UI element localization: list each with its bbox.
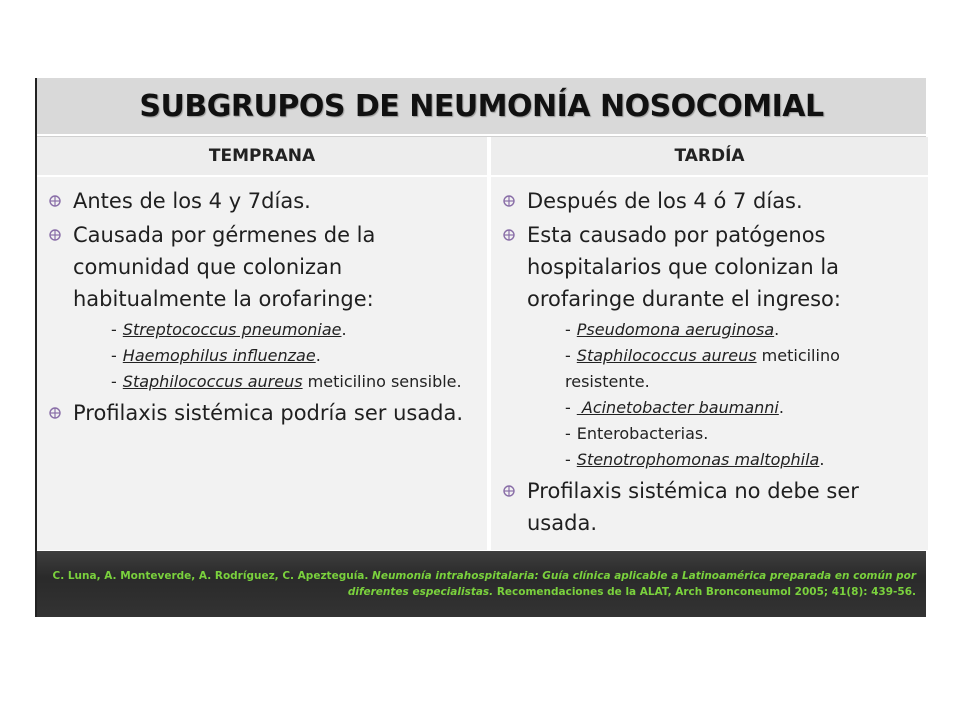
circle-cross-icon <box>49 407 67 419</box>
dash-marker: - <box>565 320 571 339</box>
bullet-item <box>503 219 922 315</box>
circle-cross-icon <box>503 195 521 207</box>
bullet-label: Antes de los 4 y 7días. <box>73 189 311 213</box>
organism-item <box>565 395 922 421</box>
bullet-text <box>73 219 481 315</box>
citation <box>37 568 926 600</box>
organism-suffix: . <box>778 398 784 417</box>
citation-title: Neumonía intrahospitalaria: Guía clínica aplicable a Latinoamérica preparada en común por diferentes especialistas. <box>347 570 916 598</box>
bullet-label: Esta causado por patógenos hospitalarios que colonizan la orofaringe durante el ingreso: <box>527 223 841 311</box>
column-header: TARDÍA <box>491 137 928 177</box>
organism-item <box>565 317 922 343</box>
bullet-text <box>527 185 922 217</box>
bullet-text <box>73 185 481 217</box>
organism-item <box>565 447 922 473</box>
organism-suffix: . <box>341 320 347 339</box>
bullet-item <box>49 185 481 217</box>
bullet-item <box>503 185 922 217</box>
bullet-label: Profilaxis sistémica podría ser usada. <box>73 401 464 425</box>
organism-item <box>111 317 481 343</box>
organism-item <box>111 343 481 369</box>
bullet-text <box>527 219 922 315</box>
bullet-label: Causada por gérmenes de la comunidad que colonizan habitualmente la orofaringe: <box>73 223 376 311</box>
organism-item <box>565 343 922 395</box>
dash-marker: - <box>565 346 571 365</box>
organism-name: Staphilococcus aureus <box>122 372 303 391</box>
column-body <box>491 177 928 539</box>
organism-item <box>111 369 481 395</box>
slide <box>35 78 926 617</box>
column-tardia <box>491 137 928 550</box>
bullet-item <box>49 397 481 429</box>
dash-marker: - <box>565 424 571 443</box>
organism-item <box>565 421 922 447</box>
column-temprana <box>37 137 489 550</box>
organism-suffix: Enterobacterias. <box>576 424 709 443</box>
organism-list <box>111 317 481 395</box>
citation-authors: C. Luna, A. Monteverde, A. Rodríguez, C. Apezteguía. <box>52 570 369 582</box>
column-header: TEMPRANA <box>37 137 487 177</box>
bullet-item <box>503 475 922 539</box>
dash-marker: - <box>565 398 571 417</box>
organism-list <box>565 317 922 473</box>
bullet-label: Después de los 4 ó 7 días. <box>527 189 803 213</box>
organism-name: Stenotrophomonas maltophila <box>576 450 820 469</box>
circle-cross-icon <box>503 229 521 241</box>
comparison-table <box>37 136 926 550</box>
organism-name: Pseudomona aeruginosa <box>576 320 775 339</box>
citation-footer <box>37 551 926 617</box>
column-body <box>37 177 487 429</box>
organism-name: Streptococcus pneumoniae <box>122 320 342 339</box>
page-title: SUBGRUPOS DE NEUMONÍA NOSOCOMIAL <box>139 88 824 124</box>
citation-source: Recomendaciones de la ALAT, Arch Bronconeumol 2005; 41(8): 439-56. <box>496 586 916 598</box>
organism-name: Haemophilus influenzae <box>122 346 316 365</box>
title-bar <box>37 78 926 134</box>
circle-cross-icon <box>49 229 67 241</box>
organism-suffix: meticilino sensible. <box>302 372 462 391</box>
dash-marker: - <box>111 372 117 391</box>
circle-cross-icon <box>503 485 521 497</box>
bullet-text <box>73 397 481 429</box>
bullet-text <box>527 475 922 539</box>
organism-suffix: . <box>774 320 780 339</box>
organism-suffix: . <box>819 450 825 469</box>
organism-suffix: meticilino resistente. <box>565 346 840 391</box>
organism-name: Staphilococcus aureus <box>576 346 757 365</box>
organism-suffix: . <box>315 346 321 365</box>
bullet-label: Profilaxis sistémica no debe ser usada. <box>527 479 859 535</box>
circle-cross-icon <box>49 195 67 207</box>
dash-marker: - <box>111 346 117 365</box>
bullet-item <box>49 219 481 315</box>
dash-marker: - <box>565 450 571 469</box>
dash-marker: - <box>111 320 117 339</box>
organism-name: Acinetobacter baumanni <box>576 398 779 417</box>
